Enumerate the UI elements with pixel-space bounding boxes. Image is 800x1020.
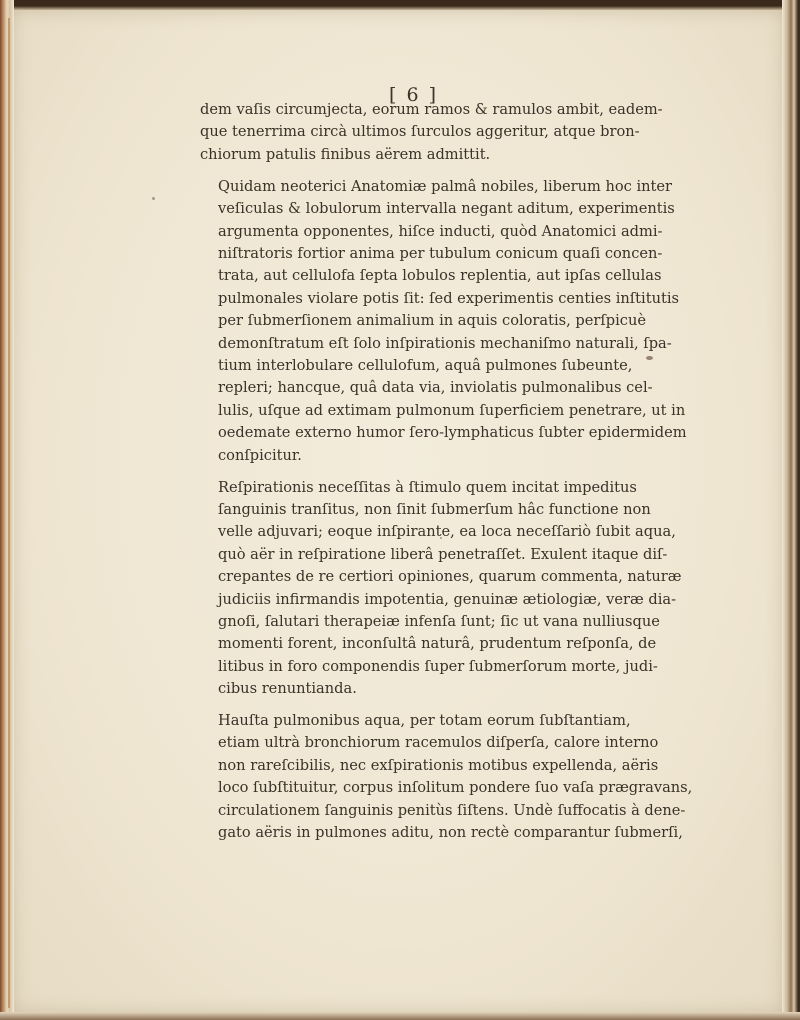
page-number: [ 6 ]	[389, 84, 438, 106]
text-line: Hauſta pulmonibus aqua, per totam eorum ſubſtantiam,	[218, 712, 631, 730]
paragraph	[200, 710, 693, 844]
text-line: gnoſi, ſalutari therapeiæ infenſa ſunt; ſic ut vana nulliusque	[218, 612, 660, 630]
text-line: lulis, uſque ad extimam pulmonum ſuperficiem penetrare, ut in	[218, 401, 686, 419]
text-line: chiorum patulis finibus aërem admittit.	[200, 145, 491, 163]
text-line: dem vaſis circumjecta, eorum ramos & ramulos ambit, eadem-	[200, 101, 663, 118]
text-line: litibus in foro componendis ſuper ſubmerſorum morte, judi-	[218, 657, 658, 675]
text-line: demonſtratum eſt ſolo inſpirationis mechaniſmo naturali, ſpa-	[218, 334, 672, 352]
text-line: per ſubmerſionem animalium in aquis coloratis, perſpicuè	[218, 312, 646, 330]
text-line: non rareſcibilis, nec exſpirationis motibus expellenda, aëris	[218, 756, 659, 774]
binding-edge	[782, 0, 800, 1020]
paragraph	[200, 99, 663, 166]
bottom-page-edge	[0, 1012, 800, 1020]
text-line: cibus renuntianda.	[218, 680, 357, 698]
paragraph	[200, 477, 682, 701]
text-line: etiam ultrà bronchiorum racemulos diſperſa, calore interno	[218, 734, 659, 752]
text-line: ſanguinis tranſitus, non ſinit ſubmerſum hâc functione non	[218, 500, 651, 518]
text-line: niſtratoris fortior anima per tubulum conicum quaſi concen-	[218, 244, 663, 262]
text-line: veſiculas & lobulorum intervalla negant aditum, experimentis	[218, 200, 675, 218]
text-line: judiciis infirmandis impotentia, genuinæ ætiologiæ, veræ dia-	[218, 590, 677, 608]
text-line: loco ſubſtituitur, corpus inſolitum pondere ſuo vaſa prægravans,	[218, 779, 693, 797]
text-line: Quidam neoterici Anatomiæ palmâ nobiles, liberum hoc inter	[218, 177, 673, 195]
left-page-edge	[0, 0, 14, 1020]
text-line: conſpicitur.	[218, 446, 302, 464]
ink-speck	[152, 197, 155, 200]
text-line: que tenerrima circà ultimos ſurculos aggeritur, atque bron-	[200, 123, 640, 141]
text-line: velle adjuvari; eoque inſpirante, ea loca neceſſariò ſubit aqua,	[218, 523, 676, 541]
text-line: argumenta opponentes, hiſce inducti, quòd Anatomici admi-	[218, 222, 663, 240]
text-line: gato aëris in pulmones aditu, non rectè comparantur ſubmerſi,	[218, 824, 683, 842]
text-line: circulationem ſanguinis penitùs ſiſtens. Undè ſuffocatis à dene-	[218, 801, 686, 819]
text-line: momenti forent, inconſultâ naturâ, prudentum reſponſa, de	[218, 635, 657, 653]
text-line: quò aër in reſpiratione liberâ penetraſſet. Exulent itaque diſ-	[218, 545, 668, 563]
text-line: oedemate externo humor ſero-lymphaticus ſubter epidermidem	[218, 424, 687, 442]
ink-speck	[646, 356, 653, 360]
text-line: tium interlobulare cellulofum, aquâ pulmones ſubeunte,	[218, 356, 633, 374]
paragraph	[200, 176, 687, 467]
body-text	[200, 99, 693, 845]
text-line: Reſpirationis neceſſitas à ſtimulo quem incitat impeditus	[218, 478, 637, 496]
text-line: trata, aut cellulofa ſepta lobulos replentia, aut ipſas cellulas	[218, 267, 662, 285]
text-line: crepantes de re certiori opiniones, quarum commenta, naturæ	[218, 568, 682, 586]
text-line: repleri; hancque, quâ data via, inviolatis pulmonalibus cel-	[218, 379, 653, 397]
text-line: pulmonales violare potis ſit: ſed experimentis centies inſtitutis	[218, 289, 679, 307]
